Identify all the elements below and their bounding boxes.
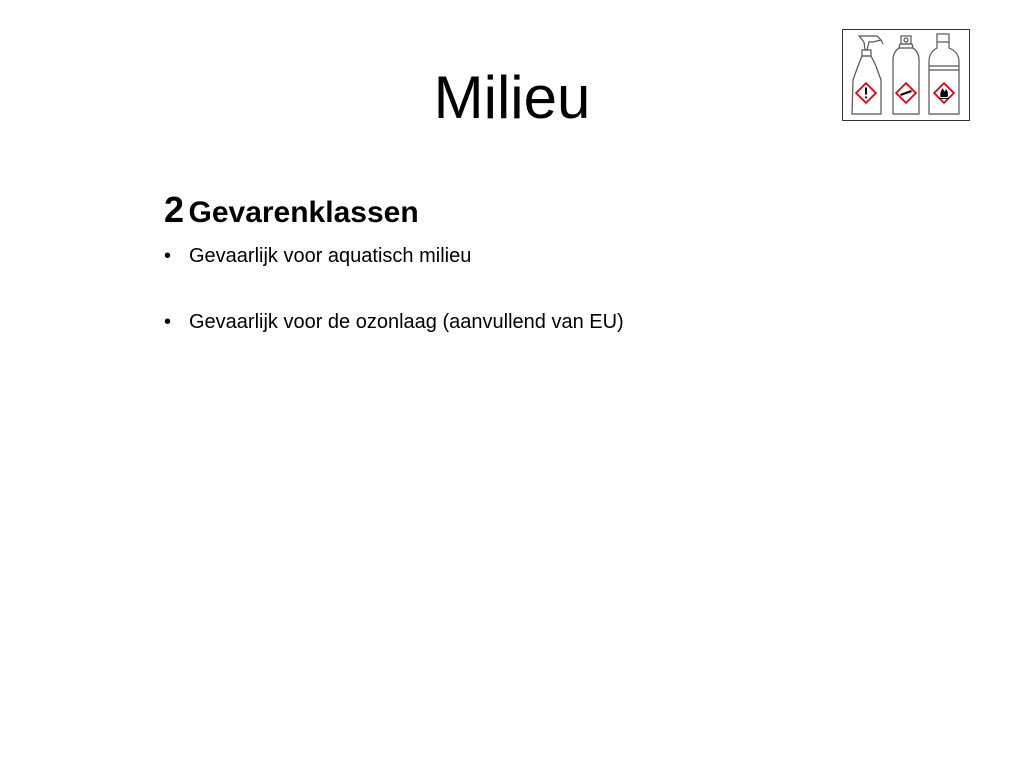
hazard-products-image xyxy=(842,29,970,121)
slide-content xyxy=(164,188,864,336)
flame-pictogram xyxy=(934,83,954,103)
heading-number: 2 xyxy=(164,189,185,230)
bullet-marker: • xyxy=(164,311,172,333)
list-item xyxy=(164,308,864,336)
section-heading xyxy=(164,188,864,240)
heading-text: Gevarenklassen xyxy=(188,196,419,229)
corrosive-pictogram xyxy=(896,83,916,103)
bullet-text: Gevaarlijk voor aquatisch milieu xyxy=(189,245,472,267)
list-item xyxy=(164,242,864,270)
slide-title: Milieu xyxy=(433,64,591,131)
bullet-text: Gevaarlijk voor de ozonlaag (aanvullend van EU) xyxy=(189,311,624,333)
bullet-list xyxy=(164,242,864,336)
bullet-marker: • xyxy=(164,245,172,267)
exclamation-mark-pictogram xyxy=(856,83,876,103)
